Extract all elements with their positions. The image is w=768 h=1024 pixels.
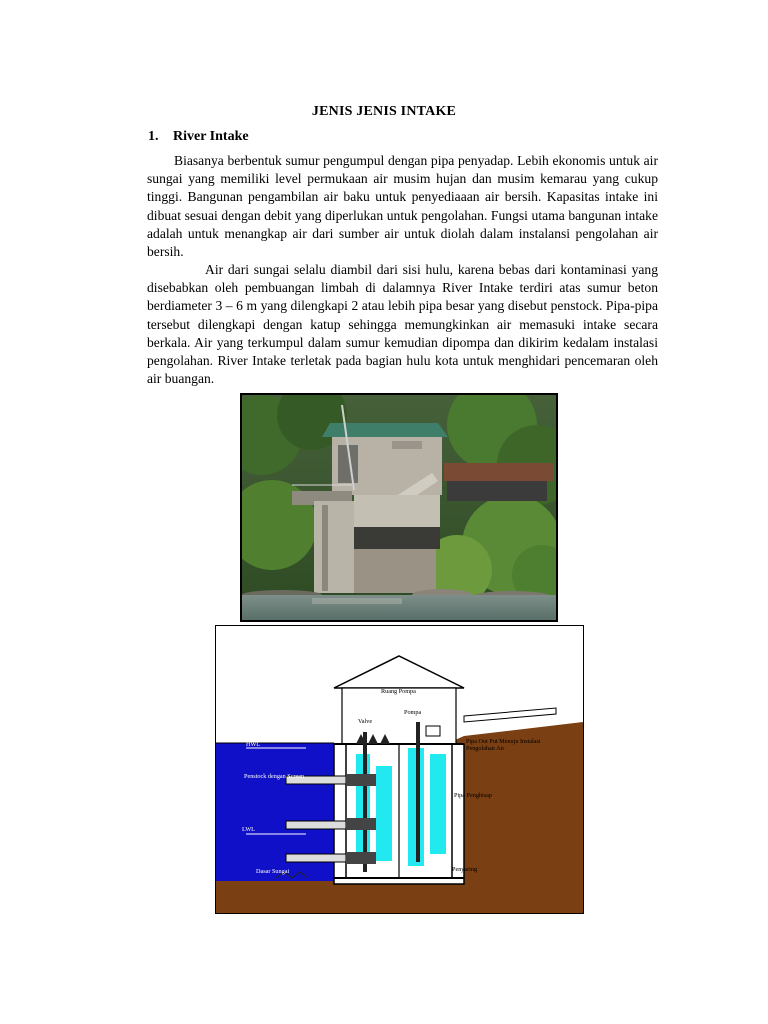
intake-cross-section-diagram xyxy=(215,625,584,914)
label-ruang-pompa: Ruang Pompa xyxy=(381,688,416,695)
label-penyaring: Penyaring xyxy=(452,866,478,873)
paragraph-1: Biasanya berbentuk sumur pengumpul dengan pipa penyadap. Lebih ekonomis untuk air sungai yang memiliki level permukaan air musim hujan dan musim kemarau yang cukup tinggi. Bangunan pengambilan air baku untuk penyediaaan air bersih. Kapasitas intake ini dibuat sesuai dengan debit yang diperlukan untuk pengolahan. Fungsi utama bangunan intake adalah untuk menangkap air dari sumber air untuk diolah dalam instalansi pengolahan air bersih. xyxy=(147,153,658,260)
label-lwl: LWL xyxy=(242,826,255,833)
label-pipa-penghisap: Pipa Penghisap xyxy=(454,792,492,799)
section-heading-text: River Intake xyxy=(173,129,249,144)
label-dasar-sungai: Dasar Sungai xyxy=(256,868,290,875)
label-hwl: HWL xyxy=(246,741,261,748)
label-pompa: Pompa xyxy=(404,709,422,716)
label-pipa-out-put: Pipa Out Put Menuju Instalasi Pengolahan Air xyxy=(466,738,541,752)
river-intake-photo xyxy=(240,393,558,622)
label-penstock: Penstock dengan Screen xyxy=(244,773,305,780)
page-title: JENIS JENIS INTAKE xyxy=(311,104,457,119)
section-heading xyxy=(148,129,249,145)
paragraph-2: Air dari sungai selalu diambil dari sisi hulu, karena bebas dari kontaminasi yang disebabkan oleh pembuangan limbah di dalamnya River Intake terdiri atas sumur beton berdiameter 3 – 6 m yang dilengkapi 2 atau lebih pipa besar yang disebut penstock. Pipa-pipa tersebut dilengkapi dengan katup sehingga memungkinkan air memasuki intake secara berkala. Air yang terkumpul dalam sumur kemudian dipompa dan dikirim kedalam instalasi pengolahan. River Intake terletak pada bagian hulu kota untuk menghidari pencemaran oleh air buangan. xyxy=(147,262,658,387)
label-valve: Valve xyxy=(358,718,373,725)
section-number: 1. xyxy=(148,129,159,144)
